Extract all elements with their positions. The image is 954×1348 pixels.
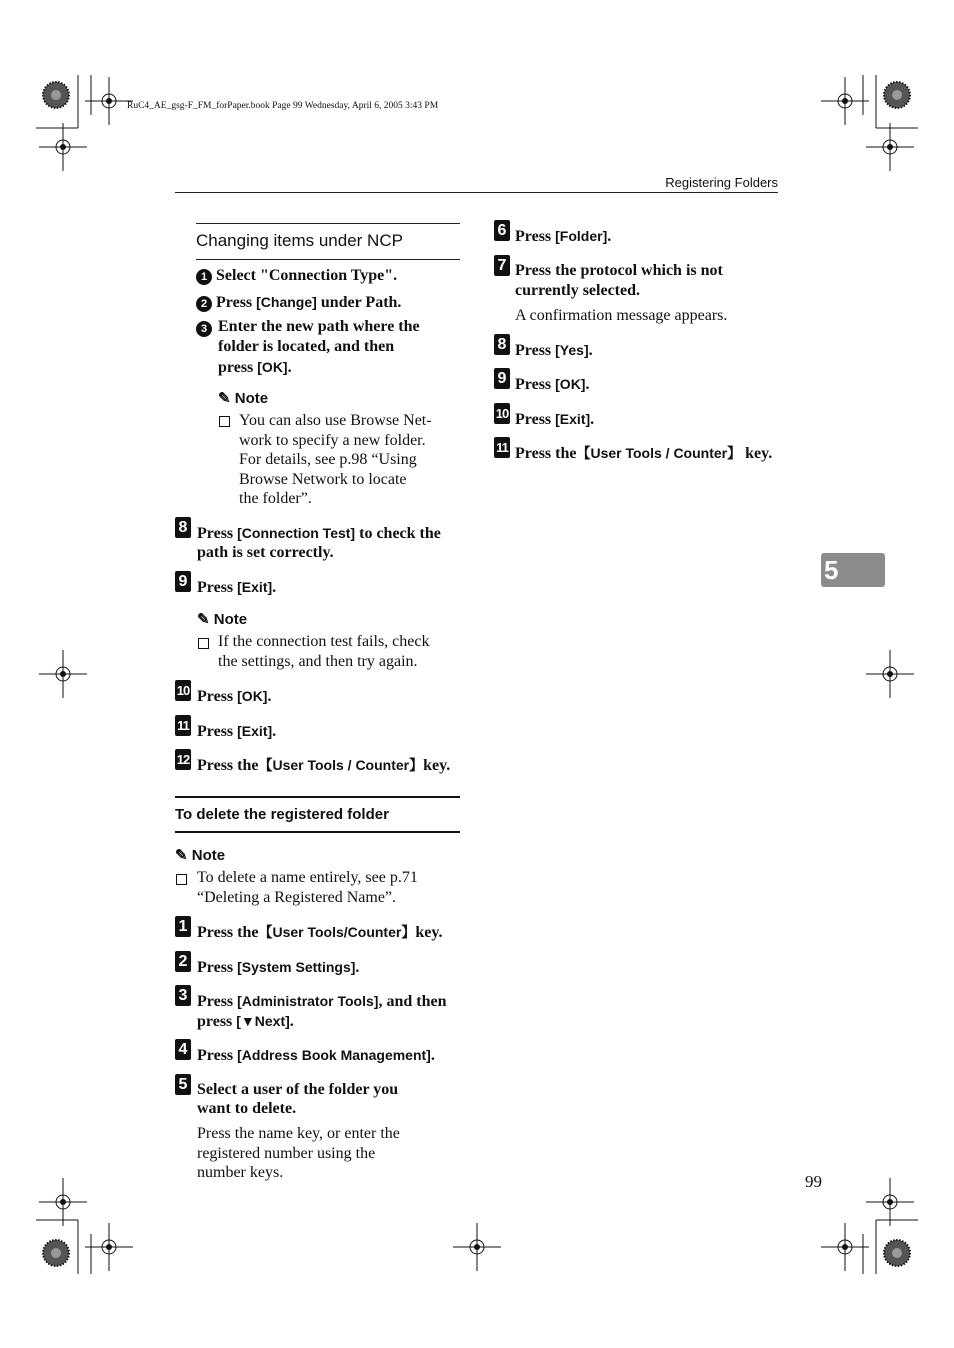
step-number-3: 3	[175, 985, 191, 1006]
note-heading: ✎ Note	[218, 390, 269, 407]
ok-key: [OK]	[555, 376, 586, 392]
delete-note-line-2: “Deleting a Registered Name”.	[197, 889, 397, 906]
step-8-line-2: path is set correctly.	[197, 544, 334, 561]
delete-step-3-line-1: Press [Administrator Tools], and then	[197, 993, 447, 1010]
step-number-8: 8	[175, 517, 191, 538]
circled-number-3: 3	[196, 321, 212, 337]
delete-step-4: Press [Address Book Management].	[197, 1047, 435, 1064]
next-key: [▼Next]	[236, 1013, 290, 1029]
circled-number-2: 2	[196, 296, 212, 312]
header-rule	[175, 192, 778, 193]
running-head: Registering Folders	[665, 175, 778, 190]
checkbox-icon	[198, 638, 209, 649]
step-number-11: 11	[494, 437, 510, 458]
right-step-7-line-1: Press the protocol which is not	[515, 262, 723, 279]
ncp-item-3-line-1: Enter the new path where the	[218, 318, 420, 335]
exit-key: [Exit]	[237, 579, 273, 595]
right-step-6: Press [Folder].	[515, 228, 612, 245]
step-8-line-1: Press [Connection Test] to check the	[197, 525, 441, 542]
chapter-tab: 5	[821, 553, 885, 587]
step-number-6: 6	[494, 220, 510, 241]
ncp-item-3-line-2: folder is located, and then	[218, 338, 395, 355]
ncp-item-3-line-3: press [OK].	[218, 359, 292, 376]
delete-detail-line-1: Press the name key, or enter the	[197, 1125, 400, 1142]
step-12: Press the【User Tools / Counter】key.	[197, 757, 451, 774]
note-heading: ✎ Note	[197, 611, 248, 628]
system-settings-key: [System Settings]	[237, 959, 356, 975]
right-step-7-line-2: currently selected.	[515, 282, 640, 299]
step-number-10: 10	[494, 403, 510, 424]
right-step-10: Press [Exit].	[515, 411, 595, 428]
ncp-note-line-1: You can also use Browse Net-	[239, 412, 432, 429]
delete-subheading: To delete the registered folder	[175, 796, 460, 833]
ncp-subheading: Changing items under NCP	[196, 223, 460, 260]
connection-test-key: [Connection Test]	[237, 525, 356, 541]
pencil-icon: ✎	[218, 390, 231, 407]
right-step-11: Press the【User Tools / Counter】 key.	[515, 445, 773, 462]
step-number-9: 9	[175, 571, 191, 592]
step-number-10: 10	[175, 680, 191, 701]
step-number-8: 8	[494, 334, 510, 355]
step-number-7: 7	[494, 255, 510, 276]
right-step-7-detail: A confirmation message appears.	[515, 307, 728, 324]
delete-step-1: Press the【User Tools/Counter】key.	[197, 924, 443, 941]
step-number-5: 5	[175, 1074, 191, 1095]
ncp-item-1: 1 Select "Connection Type".	[196, 266, 460, 286]
book-info: RuC4_AE_gsg-F_FM_forPaper.book Page 99 Wednesday, April 6, 2005 3:43 PM	[127, 101, 439, 111]
ok-key: [OK]	[237, 688, 268, 704]
ncp-note-line-4: Browse Network to locate	[239, 471, 407, 488]
delete-detail-line-3: number keys.	[197, 1164, 284, 1181]
pencil-icon: ✎	[175, 847, 188, 864]
yes-key: [Yes]	[555, 342, 589, 358]
exit-key: [Exit]	[237, 723, 273, 739]
user-tools-counter-key: 【User Tools / Counter】	[258, 757, 424, 773]
ok-key: [OK]	[257, 359, 288, 375]
administrator-tools-key: [Administrator Tools]	[237, 993, 379, 1009]
user-tools-counter-key: 【User Tools/Counter】	[258, 924, 416, 940]
ncp-item-3-marker	[196, 318, 212, 338]
step-9: Press [Exit].	[197, 579, 277, 596]
page-number: 99	[805, 1172, 822, 1191]
ncp-item-2: 2 Press [Change] under Path.	[196, 292, 460, 313]
step-number-2: 2	[175, 951, 191, 972]
delete-step-3-line-2: press [▼Next].	[197, 1013, 294, 1030]
circled-number-1: 1	[196, 269, 212, 285]
user-tools-counter-key: 【User Tools / Counter】	[576, 445, 742, 461]
address-book-management-key: [Address Book Management]	[237, 1047, 431, 1063]
ncp-note-line-2: work to specify a new folder.	[239, 432, 426, 449]
delete-detail-line-2: registered number using the	[197, 1145, 376, 1162]
checkbox-icon	[176, 874, 187, 885]
exit-note-line-2: the settings, and then try again.	[218, 653, 418, 670]
delete-step-5-line-2: want to delete.	[197, 1100, 297, 1117]
step-number-1: 1	[175, 916, 191, 937]
right-step-9: Press [OK].	[515, 376, 590, 393]
step-number-4: 4	[175, 1039, 191, 1060]
folder-key: [Folder]	[555, 228, 608, 244]
pencil-icon: ✎	[197, 611, 210, 628]
step-number-12: 12	[175, 749, 191, 770]
exit-note-line-1: If the connection test fails, check	[218, 633, 430, 650]
delete-step-2: Press [System Settings].	[197, 959, 360, 976]
step-10: Press [OK].	[197, 688, 272, 705]
change-key: [Change]	[256, 294, 317, 310]
ncp-note-line-5: the folder”.	[239, 490, 312, 507]
delete-step-5-line-1: Select a user of the folder you	[197, 1081, 399, 1098]
ncp-note-line-3: For details, see p.98 “Using	[239, 451, 417, 468]
step-11: Press [Exit].	[197, 723, 277, 740]
step-number-11: 11	[175, 715, 191, 736]
delete-note-line-1: To delete a name entirely, see p.71	[197, 869, 418, 886]
exit-key: [Exit]	[555, 411, 591, 427]
note-heading: ✎ Note	[175, 847, 226, 864]
checkbox-icon	[219, 416, 230, 427]
right-step-8: Press [Yes].	[515, 342, 593, 359]
step-number-9: 9	[494, 368, 510, 389]
